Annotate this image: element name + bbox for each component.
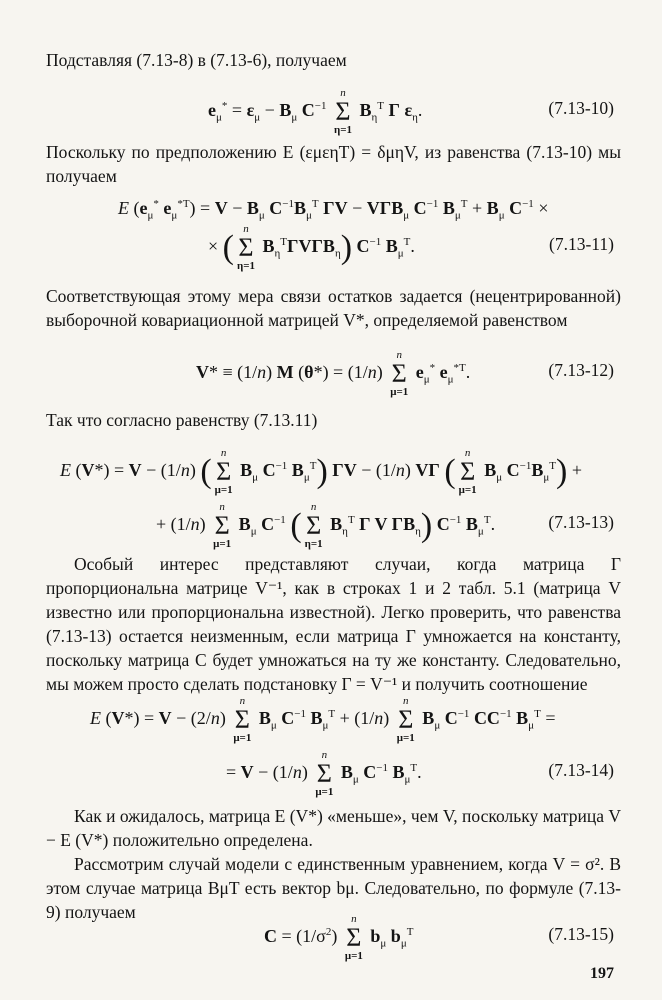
page-number: 197 (590, 965, 614, 982)
paragraph-3: Соответствующая этому мера связи остатков задается (нецентрированной) выборочной ковариационной матрицей V*, определяемой равенством (46, 286, 621, 330)
equation-7-13-14-line2: = V − (1/n) n Σ μ=1 $B_\mu$ $C^{-1}$ $B_\mu^T$. (226, 749, 422, 798)
paragraph-6: Как и ожидалось, матрица E (V*) «меньше», чем V, поскольку матрица V − E (V*) положительно определена. (46, 806, 621, 850)
equation-7-13-12: V* ≡ (1/n) M (θ*) = (1/n) n Σ μ=1 $e_\mu^*$ $e_\mu^{*T}$. (196, 349, 471, 398)
paragraph-5: Особый интерес представляют случаи, когда матрица Γ пропорциональна матрице V⁻¹, как в строках 1 и 2 табл. 5.1 (матрица V известно или пропорциональна известной). Легко проверить, что равенства (7.13-13) остается неизменным, если матрица Γ умножается на константу, поскольку матрица C будет умножаться на ту же константу. Следовательно, мы можем просто сделать подстановку Γ = V⁻¹ и получить соотношение (46, 554, 621, 694)
equation-7-13-11-line2: × ( n Σ η=1 $B_\eta^T\Gamma V\Gamma B_\eta$) $C^{-1}$ $B_\mu^T$. (208, 223, 415, 272)
paragraph-2: Поскольку по предположению E (εμεηT) = δμηV, из равенства (7.13-10) мы получаем (46, 142, 621, 186)
equation-number-1: (7.13-10) (548, 98, 614, 118)
equation-number-2: (7.13-11) (549, 234, 614, 254)
equation-7-13-13-line2: + (1/n) n Σ μ=1 $B_\mu$ $C^{-1}$ ( n Σ η=1 $B_\eta^T$ Γ V $\Gamma B_\eta$) $C^{-1}$ $B_\mu^T$. (156, 501, 496, 550)
equation-7-13-15: $C = (1/\sigma^2)$ n Σ μ=1 $b_\mu$ $b_\mu^T$ (264, 913, 414, 962)
equation-7-13-14-line1: E (V*) = V − (2/n) n Σ μ=1 $B_\mu$ $C^{-1}$ $B_\mu^T + (1/n)$ n Σ μ=1 $B_\mu$ $C^{-1}$ $CC^{-1}$ $B_\mu^T$ = (90, 695, 556, 744)
equation-7-13-13-line1: E (V*) = V − (1/n) ( n Σ μ=1 $B_\mu$ $C^{-1}$ $B_\mu^T$) ΓV − (1/n) VΓ ( n Σ μ=1 $B_\mu$ $C^{-1}B_\mu^T$) + (60, 447, 582, 496)
paragraph-1: Подставляя (7.13-8) в (7.13-6), получаем (46, 50, 347, 70)
equation-number-4: (7.13-13) (548, 512, 614, 532)
equation-7-13-11-line1: E ($e_\mu^*$ $e_\mu^{*T}) = V - B_\mu$ $C^{-1}B_\mu^T$ $\Gamma V - V\Gamma B_\mu$ $C^{-1}$ $B_\mu^T + B_\mu$ $C^{-1}$ × (118, 198, 549, 222)
equation-number-3: (7.13-12) (548, 360, 614, 380)
equation-number-6: (7.13-15) (548, 924, 614, 944)
paragraph-4: Так что согласно равенству (7.13.11) (46, 410, 318, 430)
equation-number-5: (7.13-14) (548, 760, 614, 780)
paragraph-7: Рассмотрим случай модели с единственным уравнением, когда V = σ². В этом случае матрица BμT есть вектор bμ. Следовательно, по формуле (7.13-9) получаем (46, 854, 621, 922)
equation-7-13-10: $e_\mu^* = \varepsilon_\mu - B_\mu$ $C^{-1}$ n Σ η=1 $B_\eta^T$ Γ $\varepsilon_\eta$. (208, 87, 423, 136)
